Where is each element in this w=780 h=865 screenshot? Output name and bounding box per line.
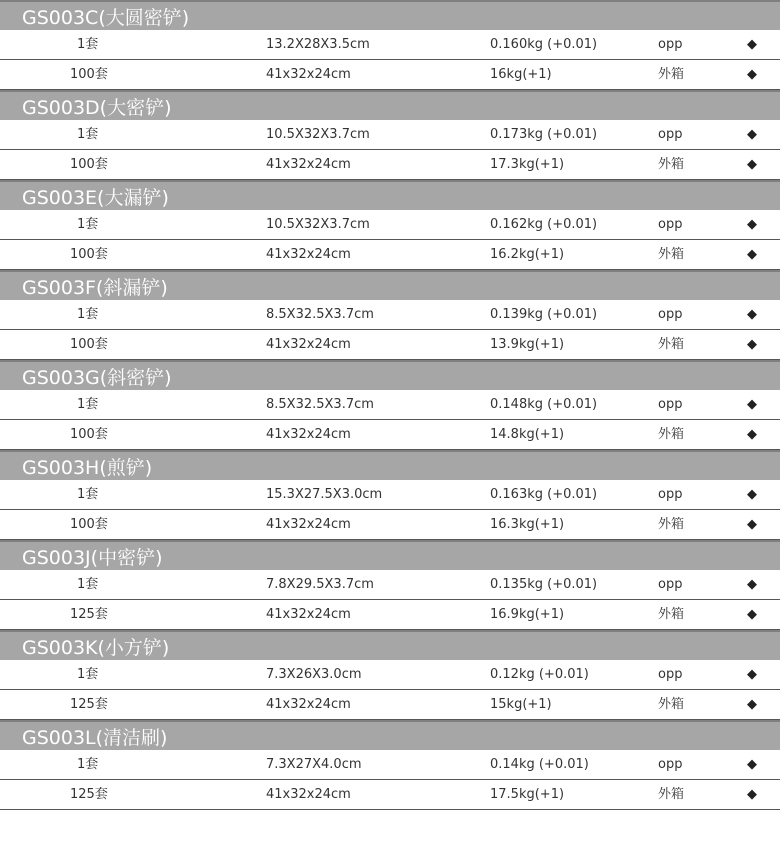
size-cell: 15.3X27.5X3.0cm <box>266 487 383 502</box>
weight-cell: 0.148kg (+0.01) <box>490 397 598 412</box>
diamond-icon: ◆ <box>747 157 757 172</box>
diamond-icon: ◆ <box>747 667 757 682</box>
product-group <box>0 720 780 810</box>
product-title: GS003C(大圆密铲) <box>0 0 780 30</box>
size-cell: 41x32x24cm <box>266 697 351 712</box>
product-title: GS003E(大漏铲) <box>0 180 780 210</box>
weight-cell: 14.8kg(+1) <box>490 427 565 442</box>
weight-cell: 0.163kg (+0.01) <box>490 487 598 502</box>
product-group <box>0 270 780 360</box>
size-cell: 41x32x24cm <box>266 337 351 352</box>
table-row <box>0 300 780 330</box>
size-cell: 7.3X27X4.0cm <box>266 757 362 772</box>
product-title: GS003G(斜密铲) <box>0 360 780 390</box>
size-cell: 10.5X32X3.7cm <box>266 217 370 232</box>
table-row <box>0 600 780 630</box>
product-title: GS003H(煎铲) <box>0 450 780 480</box>
packaging-cell: opp <box>658 667 683 682</box>
packaging-cell: 外箱 <box>658 157 685 172</box>
product-group <box>0 180 780 270</box>
quantity-cell: 100套 <box>70 427 108 442</box>
size-cell: 8.5X32.5X3.7cm <box>266 397 374 412</box>
weight-cell: 15kg(+1) <box>490 697 552 712</box>
diamond-icon: ◆ <box>747 307 757 322</box>
size-cell: 41x32x24cm <box>266 157 351 172</box>
size-cell: 41x32x24cm <box>266 67 351 82</box>
table-row <box>0 660 780 690</box>
product-group <box>0 360 780 450</box>
weight-cell: 0.139kg (+0.01) <box>490 307 598 322</box>
size-cell: 8.5X32.5X3.7cm <box>266 307 374 322</box>
table-row <box>0 780 780 810</box>
table-row <box>0 150 780 180</box>
weight-cell: 16.9kg(+1) <box>490 607 565 622</box>
table-row <box>0 210 780 240</box>
packaging-cell: opp <box>658 577 683 592</box>
packaging-cell: 外箱 <box>658 337 685 352</box>
size-cell: 41x32x24cm <box>266 247 351 262</box>
weight-cell: 16kg(+1) <box>490 67 552 82</box>
diamond-icon: ◆ <box>747 127 757 142</box>
diamond-icon: ◆ <box>747 217 757 232</box>
size-cell: 41x32x24cm <box>266 787 351 802</box>
quantity-cell: 125套 <box>70 607 108 622</box>
quantity-cell: 1套 <box>77 127 99 142</box>
size-cell: 41x32x24cm <box>266 607 351 622</box>
product-group <box>0 450 780 540</box>
weight-cell: 0.135kg (+0.01) <box>490 577 598 592</box>
quantity-cell: 1套 <box>77 487 99 502</box>
weight-cell: 0.14kg (+0.01) <box>490 757 589 772</box>
packaging-cell: opp <box>658 757 683 772</box>
diamond-icon: ◆ <box>747 397 757 412</box>
product-title: GS003D(大密铲) <box>0 90 780 120</box>
weight-cell: 16.2kg(+1) <box>490 247 565 262</box>
quantity-cell: 1套 <box>77 37 99 52</box>
size-cell: 7.3X26X3.0cm <box>266 667 362 682</box>
diamond-icon: ◆ <box>747 247 757 262</box>
weight-cell: 0.173kg (+0.01) <box>490 127 598 142</box>
quantity-cell: 1套 <box>77 667 99 682</box>
diamond-icon: ◆ <box>747 757 757 772</box>
diamond-icon: ◆ <box>747 67 757 82</box>
packaging-cell: 外箱 <box>658 247 685 262</box>
quantity-cell: 1套 <box>77 307 99 322</box>
diamond-icon: ◆ <box>747 337 757 352</box>
size-cell: 7.8X29.5X3.7cm <box>266 577 374 592</box>
quantity-cell: 1套 <box>77 397 99 412</box>
product-title: GS003J(中密铲) <box>0 540 780 570</box>
table-row <box>0 240 780 270</box>
packaging-cell: 外箱 <box>658 787 685 802</box>
size-cell: 10.5X32X3.7cm <box>266 127 370 142</box>
size-cell: 13.2X28X3.5cm <box>266 37 370 52</box>
product-title: GS003K(小方铲) <box>0 630 780 660</box>
table-row <box>0 420 780 450</box>
diamond-icon: ◆ <box>747 37 757 52</box>
quantity-cell: 125套 <box>70 787 108 802</box>
packaging-cell: 外箱 <box>658 697 685 712</box>
weight-cell: 17.3kg(+1) <box>490 157 565 172</box>
packaging-cell: opp <box>658 127 683 142</box>
weight-cell: 17.5kg(+1) <box>490 787 565 802</box>
size-cell: 41x32x24cm <box>266 517 351 532</box>
weight-cell: 0.12kg (+0.01) <box>490 667 589 682</box>
table-row <box>0 570 780 600</box>
table-row <box>0 480 780 510</box>
packaging-cell: 外箱 <box>658 517 685 532</box>
table-row <box>0 690 780 720</box>
weight-cell: 0.162kg (+0.01) <box>490 217 598 232</box>
packaging-cell: 外箱 <box>658 607 685 622</box>
diamond-icon: ◆ <box>747 697 757 712</box>
size-cell: 41x32x24cm <box>266 427 351 442</box>
quantity-cell: 100套 <box>70 517 108 532</box>
product-group <box>0 630 780 720</box>
diamond-icon: ◆ <box>747 607 757 622</box>
product-title: GS003L(清洁刷) <box>0 720 780 750</box>
weight-cell: 16.3kg(+1) <box>490 517 565 532</box>
quantity-cell: 100套 <box>70 157 108 172</box>
quantity-cell: 1套 <box>77 217 99 232</box>
packaging-cell: 外箱 <box>658 427 685 442</box>
product-group <box>0 540 780 630</box>
diamond-icon: ◆ <box>747 427 757 442</box>
table-row <box>0 60 780 90</box>
quantity-cell: 100套 <box>70 247 108 262</box>
table-row <box>0 750 780 780</box>
weight-cell: 13.9kg(+1) <box>490 337 565 352</box>
packaging-cell: opp <box>658 37 683 52</box>
table-row <box>0 30 780 60</box>
quantity-cell: 1套 <box>77 757 99 772</box>
table-row <box>0 120 780 150</box>
packaging-cell: 外箱 <box>658 67 685 82</box>
quantity-cell: 100套 <box>70 67 108 82</box>
diamond-icon: ◆ <box>747 517 757 532</box>
weight-cell: 0.160kg (+0.01) <box>490 37 598 52</box>
product-title: GS003F(斜漏铲) <box>0 270 780 300</box>
table-row <box>0 330 780 360</box>
product-group <box>0 90 780 180</box>
quantity-cell: 100套 <box>70 337 108 352</box>
packaging-cell: opp <box>658 307 683 322</box>
quantity-cell: 125套 <box>70 697 108 712</box>
product-group <box>0 0 780 90</box>
packaging-cell: opp <box>658 487 683 502</box>
packaging-cell: opp <box>658 397 683 412</box>
table-row <box>0 510 780 540</box>
diamond-icon: ◆ <box>747 577 757 592</box>
packaging-cell: opp <box>658 217 683 232</box>
table-row <box>0 390 780 420</box>
quantity-cell: 1套 <box>77 577 99 592</box>
diamond-icon: ◆ <box>747 787 757 802</box>
diamond-icon: ◆ <box>747 487 757 502</box>
